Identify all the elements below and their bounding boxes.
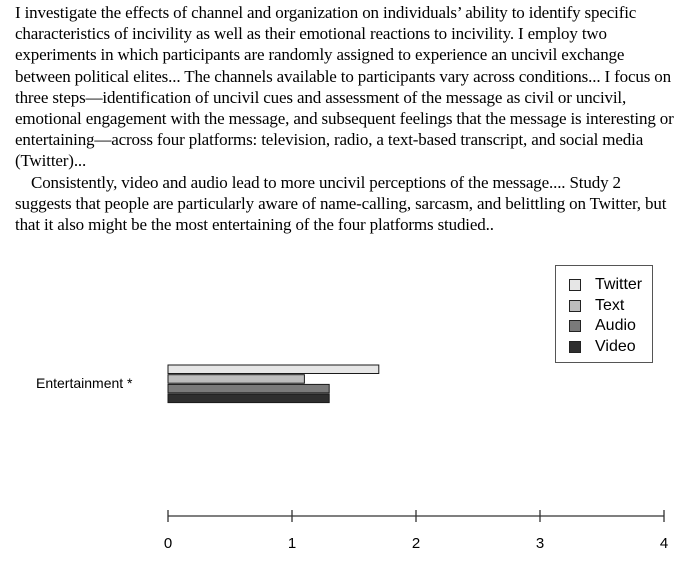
legend-label-twitter: Twitter xyxy=(595,276,643,294)
bar-text xyxy=(168,375,304,384)
x-tick-label: 2 xyxy=(411,535,421,552)
passage-paragraph-1: I investigate the effects of channel and organization on individuals’ ability to identify specific characteristics of incivility as well as their emotional reactions to incivility. I employ two experiments in which participants are randomly assigned to experience an uncivil exchange between political elites... The channels available to participants vary across conditions... I focus on three steps—identification of uncivil cues and assessment of the message as civil or uncivil, emotional engagement with the message, and subsequent feelings that the message is interesting or entertaining—across four platforms: television, radio, a text-based transcript, and social media (Twitter)... xyxy=(15,3,674,171)
bar-audio xyxy=(168,384,329,393)
chart-legend xyxy=(555,265,653,363)
legend-swatch-twitter xyxy=(569,279,581,291)
legend-label-text: Text xyxy=(595,296,625,314)
legend-item-text xyxy=(556,296,652,317)
bar-twitter xyxy=(168,365,379,374)
x-tick-label: 0 xyxy=(163,535,173,552)
x-tick-label: 3 xyxy=(535,535,545,552)
category-label-entertainment: Entertainment * xyxy=(36,375,133,391)
bars-group xyxy=(168,365,379,403)
passage-paragraph-2: Consistently, video and audio lead to more uncivil perceptions of the message.... Study 2 suggests that people are particularly aware of name-calling, sarcasm, and belittling on Twitter, but that it also might be the most entertaining of the four platforms studied.. xyxy=(15,172,667,235)
legend-swatch-video xyxy=(569,341,581,353)
legend-swatch-audio xyxy=(569,320,581,332)
legend-item-audio xyxy=(556,316,652,337)
x-tick-label: 4 xyxy=(659,535,669,552)
bar-video xyxy=(168,394,329,403)
legend-label-video: Video xyxy=(595,337,636,355)
legend-item-video xyxy=(556,337,652,358)
legend-item-twitter xyxy=(556,275,652,296)
legend-swatch-text xyxy=(569,300,581,312)
x-axis xyxy=(168,510,664,522)
x-tick-label: 1 xyxy=(287,535,297,552)
legend-label-audio: Audio xyxy=(595,317,636,335)
